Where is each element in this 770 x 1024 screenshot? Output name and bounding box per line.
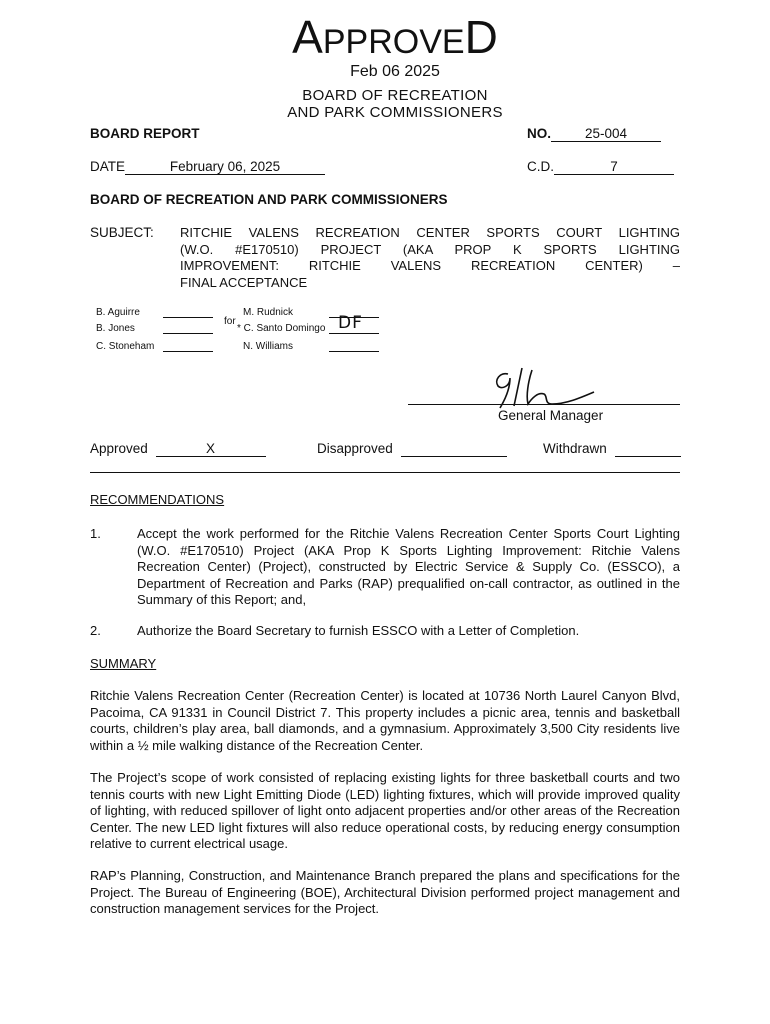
general-manager-label: General Manager (498, 408, 604, 423)
approved-field (90, 441, 266, 457)
subject-line-4: FINAL ACCEPTANCE (180, 274, 308, 290)
commissioner-santo-domingo: * C. Santo Domingo (237, 323, 326, 334)
recommendations-heading: RECOMMENDATIONS (90, 492, 225, 507)
section-divider (90, 472, 680, 473)
stamp-date: Feb 06 2025 (350, 63, 440, 80)
council-district-label: C.D. (527, 159, 554, 174)
report-date (90, 159, 325, 175)
subject-line-3: IMPROVEMENT: RITCHIE VALENS RECREATION CENTER) – (180, 258, 680, 273)
for-label: for (224, 316, 236, 327)
commissioner-jones-line (163, 333, 213, 334)
commissioner-santo-domingo-line (329, 333, 379, 334)
summary-heading: SUMMARY (90, 656, 157, 671)
summary-paragraph-3: RAP’s Planning, Construction, and Maintenance Branch prepared the plans and specifications for the Project. The Bureau of Engineering (BOE), Architectural Division performed project management and construction management services for the Project. (90, 868, 680, 916)
report-number (527, 126, 661, 142)
commissioner-rudnick: M. Rudnick (243, 307, 294, 318)
withdrawn-blank (615, 441, 681, 457)
disapproved-blank (401, 441, 507, 457)
withdrawn-field (543, 441, 681, 457)
summary-paragraph-1: Ritchie Valens Recreation Center (Recreation Center) is located at 10736 North Laurel Canyon Blvd, Pacoima, CA 91331 in Council District 7. This property includes a picnic area, tennis and basketball courts, children’s play area, ball diamonds, and a gymnasium. Approximately 3,500 City residents live within a ½ mile walking distance of the Recreation Center. (90, 688, 680, 753)
initials-df: DF (338, 313, 363, 333)
board-report-label: BOARD REPORT (90, 126, 200, 141)
recommendation-1-text: Accept the work performed for the Ritchie Valens Recreation Center Sports Court Lighting (W.O. #E170510) Project (AKA Prop K Sports Lighting Improvement: Ritchie Valens Recreation Center) (Project), constructed by Electric Service & Supply Co. (ESSCO), a Department of Recreation and Parks (RAP) prequalified on-call contractor, as outlined in the Summary of this Report; and, (137, 526, 680, 607)
subject-line-1: RITCHIE VALENS RECREATION CENTER SPORTS COURT LIGHTING (180, 225, 680, 240)
stamp-letter-d: D (464, 11, 498, 63)
board-title: BOARD OF RECREATION AND PARK COMMISSIONERS (90, 192, 448, 207)
stamp-letter-a: A (292, 11, 323, 63)
council-district (527, 159, 674, 175)
summary-paragraph-2: The Project’s scope of work consisted of replacing existing lights for three basketball courts and two tennis courts with new Light Emitting Diode (LED) lighting fixtures, which will provide improved quality of lighting, with reduced spillover of light onto adjacent properties and/or other areas of the Recreation Center. The new LED light fixtures will also reduce operational costs, by reducing energy consumption relative to current electrical usage. (90, 770, 680, 851)
report-date-label: DATE (90, 159, 126, 174)
report-number-value: 25-004 (551, 126, 661, 142)
commissioner-aguirre: B. Aguirre (96, 307, 140, 318)
approved-label: Approved (90, 441, 148, 456)
commissioner-williams-line (329, 351, 379, 352)
stamp-board-line2: AND PARK COMMISSIONERS (287, 104, 503, 121)
stamp-approved-word (280, 11, 510, 63)
recommendation-2-text: Authorize the Board Secretary to furnish ESSCO with a Letter of Completion. (137, 623, 580, 638)
subject-text (180, 225, 680, 291)
subject-label: SUBJECT: (90, 225, 154, 240)
commissioner-jones: B. Jones (96, 323, 135, 334)
commissioner-stoneham-line (163, 351, 213, 352)
stamp-letters-middle: PPROVE (322, 23, 465, 61)
subject-line-2: (W.O. #E170510) PROJECT (AKA PROP K SPORTS LIGHTING (180, 241, 680, 257)
disapproved-field (317, 441, 507, 457)
general-manager-line (408, 404, 680, 405)
recommendation-1-number: 1. (90, 526, 101, 541)
approved-stamp (280, 11, 510, 121)
report-date-value: February 06, 2025 (125, 159, 325, 175)
recommendation-2-number: 2. (90, 623, 101, 638)
disapproved-label: Disapproved (317, 441, 393, 456)
commissioner-aguirre-line (163, 317, 213, 318)
stamp-board-line1: BOARD OF RECREATION (302, 87, 488, 104)
report-number-label: NO. (527, 126, 552, 141)
approved-mark: X (156, 441, 266, 457)
commissioner-williams: N. Williams (243, 341, 293, 352)
commissioner-stoneham: C. Stoneham (96, 341, 155, 352)
withdrawn-label: Withdrawn (543, 441, 607, 456)
council-district-value: 7 (554, 159, 674, 175)
